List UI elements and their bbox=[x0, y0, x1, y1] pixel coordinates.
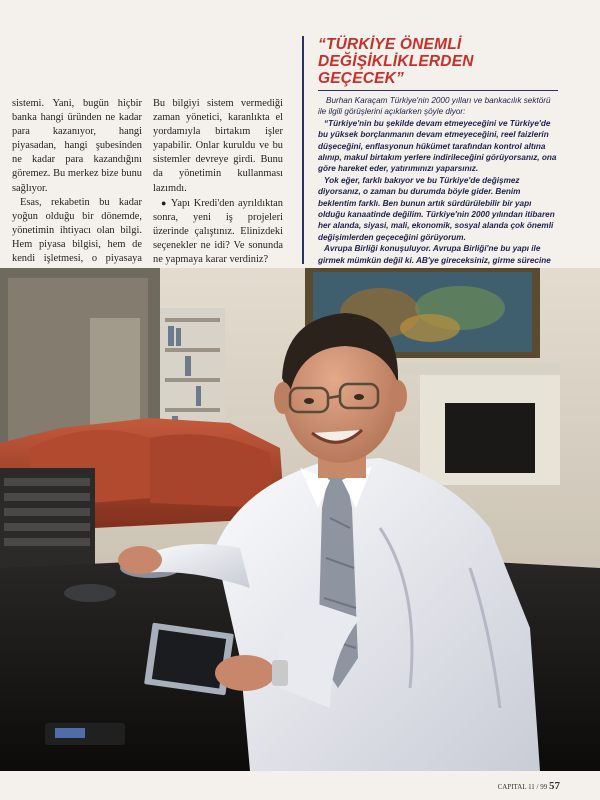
article-paragraph: sistemi. Yani, bugün hiçbir banka hangi üründen ne kadar para kazanıyor, hangi piyasadan, hangi şubesinden ne kadar para kazandığını göremez. Bu merkez bize bunu sağlıyor. bbox=[12, 98, 142, 194]
sidebar-body bbox=[318, 95, 558, 289]
sidebar-headline bbox=[318, 36, 558, 87]
quote-sidebar bbox=[302, 36, 558, 264]
sidebar-quote: Avrupa Birliği konuşuluyor. Avrupa Birliği'ne bu yapı ile girmek mümkün değil ki. AB'ye gireceksiniz, girme sürecine bbox=[318, 244, 551, 265]
page-number: 57 bbox=[549, 780, 560, 792]
sidebar-quote: Yok eğer, farklı bakıyor ve bu Türkiye'de değişmez diyorsanız, o zaman bu durumda böyle gider. Benim beklentim farklı. Ben bunun artık sürdürülebilir bir yapı olduğu kanaatinde değilim. Türkiye'nin 2000 yılından itibaren her alanda, siyasi, mali, ekonomik, sosyal alanda çok önemli değişimlerden geçeceğini görüyorum. bbox=[318, 175, 555, 242]
article-paragraph: Esas, rekabetin bu kadar yoğun olduğu bir dönemde, yönetimin ihtiyacı olan bilgi. Hem piyasa bilgisi, hem de kendi işletmesi, o piyasaya bbox=[12, 196, 142, 265]
headline-line: DEĞİŞİKLİKLERDEN GEÇECEK” bbox=[318, 53, 474, 87]
sidebar-quote: “Türkiye'nin bu şekilde devam etmeyeceğini ve Türkiye'de bu yüksek borçlanmanın devam etmeyeceğini, reel faizlerin düşeceğini, enflasyonun hükümet tarafından kontrol altına alınıp, makul birtakım yerlere indirileceğini görüyorsanız, ona göre hareket eder, yatırımınızı yaparsınız. bbox=[318, 118, 557, 174]
sidebar-intro: Burhan Karaçam Türkiye'nin 2000 yılları ve bankacılık sektörü ile ilgili görüşlerini açıklarken şöyle diyor: bbox=[318, 96, 551, 117]
headline-line: “TÜRKİYE ÖNEMLİ bbox=[318, 36, 462, 53]
bullet-icon: ● bbox=[161, 197, 168, 208]
article-column-1 bbox=[12, 97, 142, 280]
headline-divider bbox=[318, 90, 558, 91]
article-column-2 bbox=[153, 97, 283, 267]
question-text: Yapı Kredi'den ayrıldıktan sonra, yeni iş projeleri üzerinde çalıştınız. Elinizdeki seçenekler ne idi? Ve sonunda ne yapmaya karar verdiniz? bbox=[153, 197, 283, 266]
page-footer bbox=[498, 780, 560, 792]
portrait-photo bbox=[0, 268, 600, 771]
article-paragraph: Bu bilgiyi sistem vermediği zaman yönetici, karanlıkta el yordamıyla birtakım işler yapabilir. Onlar kuruldu ve bu sistemler devreye girdi. Bunu da yönetimin kullanması lazımdı. bbox=[153, 98, 283, 194]
interview-question bbox=[153, 196, 283, 267]
magazine-issue: CAPITAL 11 / 99 bbox=[497, 783, 548, 791]
